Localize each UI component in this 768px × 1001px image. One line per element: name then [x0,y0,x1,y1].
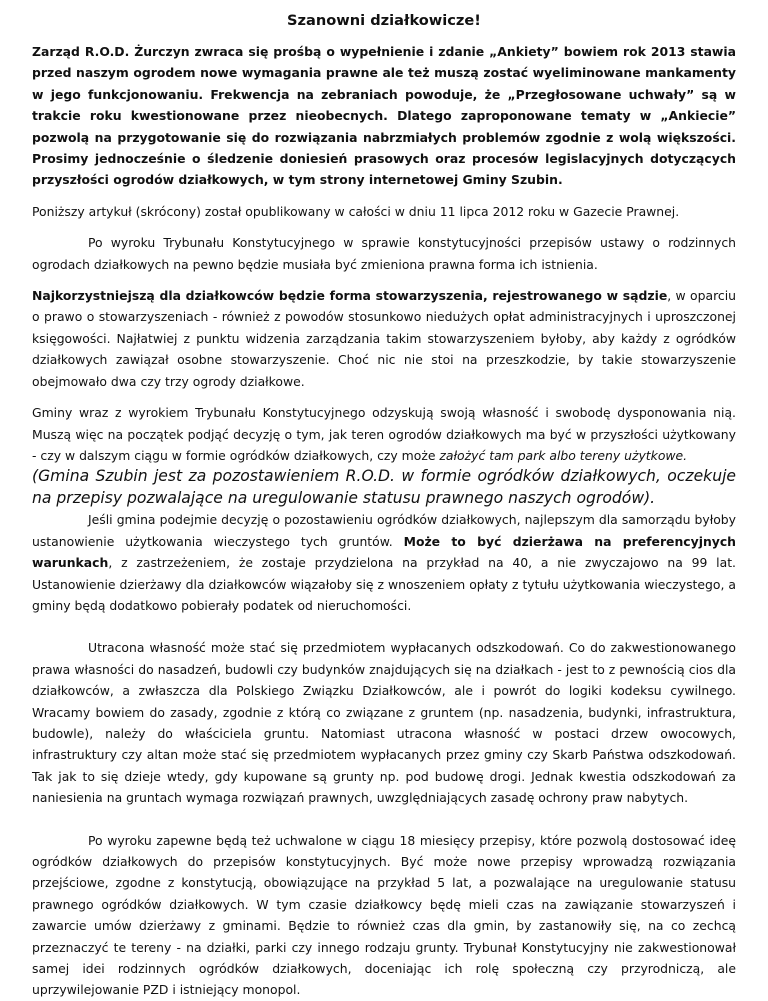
intro-paragraph: Zarząd R.O.D. Żurczyn zwraca się prośbą o wypełnienie i zdanie „Ankiety” bowiem rok 2013 stawia przed naszym ogrodem nowe wymagania prawne ale też muszą zostać wyeliminowane mankamenty w jego funkcjonowaniu. Frekwencja na zebraniach powoduje, że „Przegłosowane uchwały” są w trakcie roku kwestionowane przez nieobecnych. Dlatego zaproponowane tematy w „Ankiecie” pozwolą na przygotowanie się do rozwiązania nabrzmiałych problemów zgodnie z wolą większości. Prosimy jednocześnie o śledzenie doniesień prasowych oraz procesów legislacyjnych dotyczących przyszłości ogrodów działkowych, w tym strony internetowej Gminy Szubin. [32,44,736,188]
article-paragraph-4 [32,509,736,616]
paragraph-4-text-2: , z zastrzeżeniem, że zostaje przydzielona na przykład na 40, a nie zwyczajowo na 99 lat. Ustanowienie dzierżawy dla działkowców wiązałoby się z wnoszeniem opłaty z tytułu użytkowania wieczystego, a gminy będą dodatkowo pobierały podatek od nieruchomości. [32,555,736,613]
article-paragraph-6: Po wyroku zapewne będą też uchwalone w ciągu 18 miesięcy przepisy, które pozwolą dostosować ideę ogródków działkowych do przepisów konstytucyjnych. Być może nowe przepisy wprowadzą rozwiązania przejściowe, zgodne z konstytucją, obowiązujące na przykład 5 lat, a pozwalające na uregulowanie statusu prawnego ogródków działkowych. W tym czasie działkowcy będę mieli czas na zawiązanie stowarzyszeń i zawarcie umów dzierżawy z gminami. Będzie to również czas dla gmin, by zastanowiły się, na co zechcą przeznaczyć te tereny - na działki, parki czy innego rodzaju grunty. Trybunał Konstytucyjny nie zakwestionował samej idei rodzinnych ogródków działkowych, doceniając ich rolę społeczną czy przyrodniczą, ale uprzywilejowanie PZD i istniejący monopol. [32,832,736,998]
paragraph-2-bold: Najkorzystniejszą dla działkowców będzie forma stowarzyszenia, rejestrowanego w sądzie [32,288,668,304]
article-paragraph-1: Po wyroku Trybunału Konstytucyjnego w sprawie konstytucyjności przepisów ustawy o rodzinnych ogrodach działkowych na pewno będzie musiała być zmieniona prawna forma ich istnienia. [32,235,736,272]
article-paragraph-5: Utracona własność może stać się przedmiotem wypłacanych odszkodowań. Co do zakwestionowanego prawa własności do nasadzeń, budowli czy budynków znajdujących się na działkach - jest to z pewnością cios dla działkowców, a zwłaszcza dla Polskiego Związku Działkowców, ale i powrót do logiki kodeksu cywilnego. Wracamy bowiem do zasady, zgodnie z którą co związane z gruntem (np. nasadzenia, budynki, infrastruktura, budowle), należy do właściciela gruntu. Natomiast utracona własność w postaci drzew owocowych, infrastruktury czy altan może stać się przedmiotem wypłacanych przez gminy czy Skarb Państwa odszkodowań. Tak jak to się dzieje wtedy, gdy kupowane są grunty np. pod budowę drogi. Jednak kwestia odszkodowań za naniesienia na gruntach wymaga rozwiązań prawnych, uwzględniających zasadę ochrony praw nabytych. [32,640,736,806]
paragraph-4-bold: Może to być dzierżawa na preferencyjnych warunkach [32,533,737,571]
paragraph-2-text: , w oparciu o prawo o stowarzyszeniach - również z powodów stosunkowo niedużych opłat administracyjnych i uproszczonej księgowości. Najłatwiej z punktu widzenia zarządzania takim stowarzyszeniem byłoby, aby każdy z ogródków działkowych zawiązał osobne stowarzyszenie. Choć nic nie stoi na przeszkodzie, by takie stowarzyszenie obejmowało dwa czy trzy ogrody działkowe. [32,288,737,389]
article-paragraph-2 [32,285,736,392]
paragraph-4-text-1: Jeśli gmina podejmie decyzję o pozostawieniu ogródków działkowych, najlepszym dla samorządu byłoby ustanowienie użytkowania wieczystego tych gruntów. [32,512,736,549]
gmina-szubin-statement: (Gmina Szubin jest za pozostawieniem R.O.D. w formie ogródków działkowych, oczekuje na przepisy pozwalające na uregulowanie statusu prawnego naszych ogrodów). [32,467,736,507]
page-title: Szanowni działkowicze! [287,12,481,29]
paragraph-3-italic: założyć tam park albo tereny użytkowe. [439,447,688,463]
source-note: Poniższy artykuł (skrócony) został opublikowany w całości w dniu 11 lipca 2012 roku w Gazecie Prawnej. [32,203,680,219]
article-paragraph-3 [32,402,736,466]
paragraph-3-text: Gminy wraz z wyrokiem Trybunału Konstytucyjnego odzyskują swoją własność i swobodę dysponowania nią. Muszą więc na początek podjąć decyzję o tym, jak teren ogrodów działkowych ma być w przyszłości użytkowany - czy w dalszym ciągu w formie ogródków działkowych, czy może [32,405,736,463]
